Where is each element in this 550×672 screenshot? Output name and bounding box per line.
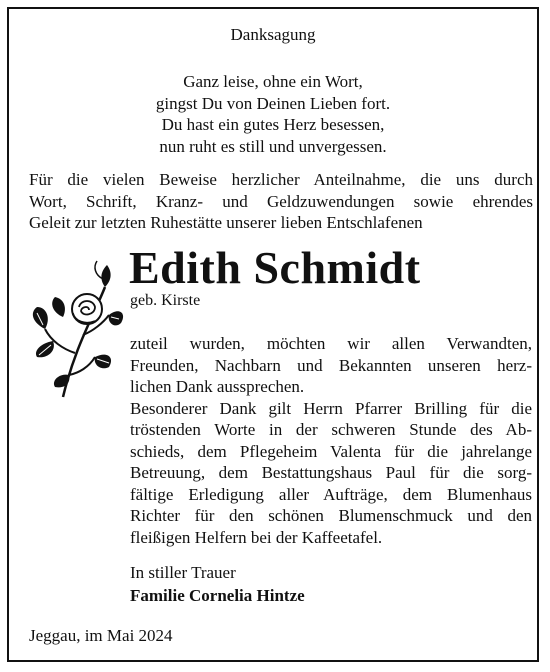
poem-line: nun ruht es still und unvergessen. xyxy=(159,136,387,156)
body-line: tröstenden Worte in der schweren Stunde des Ab- xyxy=(130,420,532,439)
notice-heading: Danksagung xyxy=(230,25,316,44)
body-line: lichen Dank aussprechen. xyxy=(130,377,305,396)
deceased-name: Edith Schmidt xyxy=(129,242,421,293)
poem-line: Ganz leise, ohne ein Wort, xyxy=(183,72,363,91)
closing-block xyxy=(130,561,305,607)
intro-line: Wort, Schrift, Kranz- und Geldzuwendungen sowie ehrendes xyxy=(29,191,533,211)
family-signature: Familie Cornelia Hintze xyxy=(130,586,305,605)
intro-line: Geleit zur letzten Ruhestätte unserer lieben Entschlafenen xyxy=(29,213,423,232)
poem xyxy=(9,71,537,157)
body-line: Betreuung, dem Bestattungshaus Paul für die sorg- xyxy=(130,463,532,482)
intro-paragraph xyxy=(29,169,533,234)
body-line: Besonderer Dank gilt Herrn Pfarrer Brilling für die xyxy=(130,398,532,418)
thanks-paragraph xyxy=(130,333,532,548)
intro-line: Für die vielen Beweise herzlicher Anteilnahme, die uns durch xyxy=(29,170,533,189)
body-line: schieds, dem Pflegeheim Valenta für die jahrelange xyxy=(130,441,532,461)
closing-phrase: In stiller Trauer xyxy=(130,563,236,582)
place-date: Jeggau, im Mai 2024 xyxy=(29,626,173,645)
body-line: Freunden, Nachbarn und Bekannten unseren herz- xyxy=(130,355,532,375)
poem-line: gingst Du von Deinen Lieben fort. xyxy=(155,93,391,113)
maiden-name: geb. Kirste xyxy=(130,292,201,309)
body-line: fältige Erledigung aller Aufträge, dem Blumenhaus xyxy=(130,484,532,504)
poem-line: Du hast ein gutes Herz besessen, xyxy=(161,115,385,134)
body-line: zuteil wurden, möchten wir allen Verwandten, xyxy=(130,334,532,353)
body-line: fleißigen Helfern bei der Kaffeetafel. xyxy=(130,527,383,547)
rose-icon xyxy=(23,257,129,403)
body-line: Richter für den schönen Blumenschmuck und den xyxy=(130,506,532,525)
obituary-card xyxy=(7,7,539,662)
